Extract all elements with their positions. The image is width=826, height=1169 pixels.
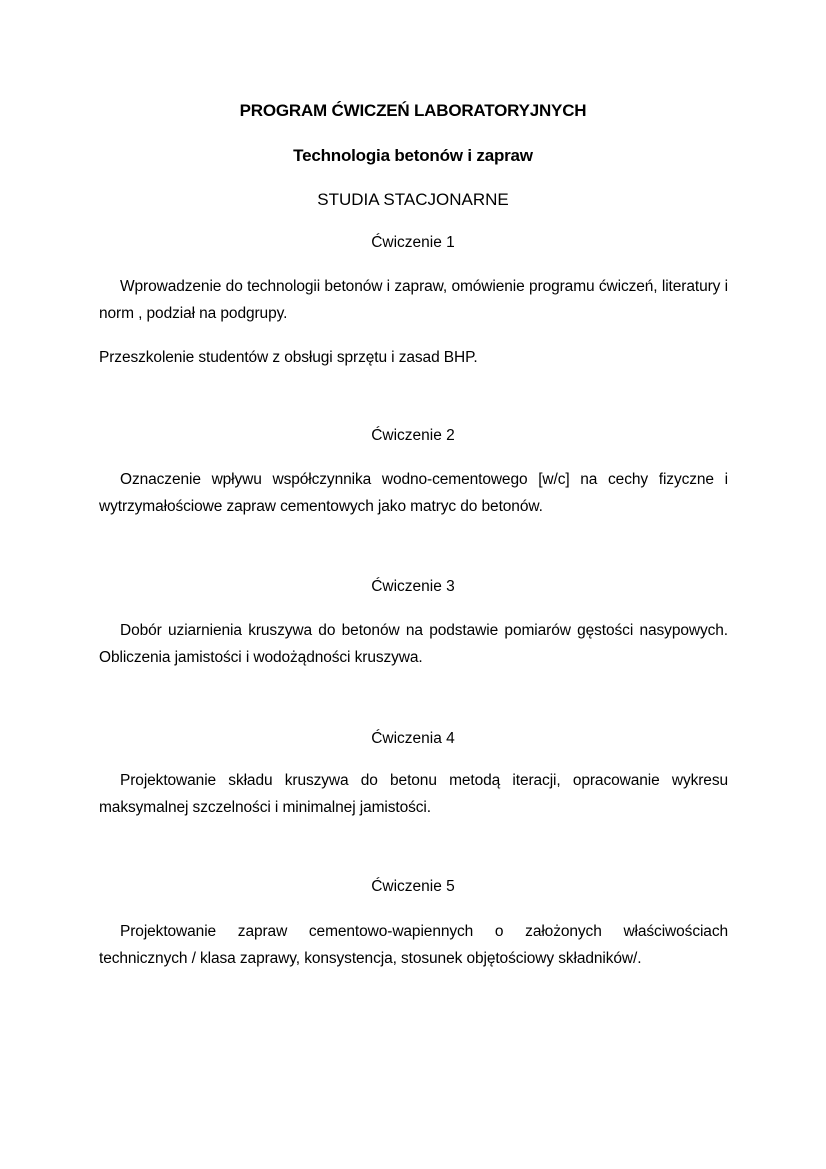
exercise-1-heading: Ćwiczenie 1: [371, 234, 455, 251]
exercise-4-heading: Ćwiczenia 4: [371, 730, 455, 747]
exercise-2-heading: Ćwiczenie 2: [371, 427, 455, 444]
course-title: Technologia betonów i zapraw: [293, 146, 533, 165]
page-title: PROGRAM ĆWICZEŃ LABORATORYJNYCH: [239, 101, 587, 120]
exercise-1-safety-note: Przeszkolenie studentów z obsługi sprzętu i zasad BHP.: [99, 349, 478, 366]
exercise-3-heading: Ćwiczenie 3: [371, 578, 455, 595]
exercise-4-description: Projektowanie składu kruszywa do betonu metodą iteracji, opracowanie wykresu maksymalnej szczelności i minimalnej jamistości.: [99, 772, 728, 816]
exercise-5-heading: Ćwiczenie 5: [371, 878, 455, 895]
exercise-5-description: Projektowanie zapraw cementowo-wapiennych o założonych właściwościach technicznych / klasa zaprawy, konsystencja, stosunek objętościowy składników/.: [99, 923, 728, 967]
exercise-3-description: Dobór uziarnienia kruszywa do betonów na podstawie pomiarów gęstości nasypowych. Obliczenia jamistości i wodożądności kruszywa.: [99, 622, 728, 666]
study-mode: STUDIA STACJONARNE: [317, 190, 509, 209]
exercise-2-description: Oznaczenie wpływu współczynnika wodno-cementowego [w/c] na cechy fizyczne i wytrzymałościowe zapraw cementowych jako matryc do betonów.: [99, 471, 728, 515]
exercise-1-description: Wprowadzenie do technologii betonów i zapraw, omówienie programu ćwiczeń, literatury i norm , podział na podgrupy.: [99, 278, 728, 322]
